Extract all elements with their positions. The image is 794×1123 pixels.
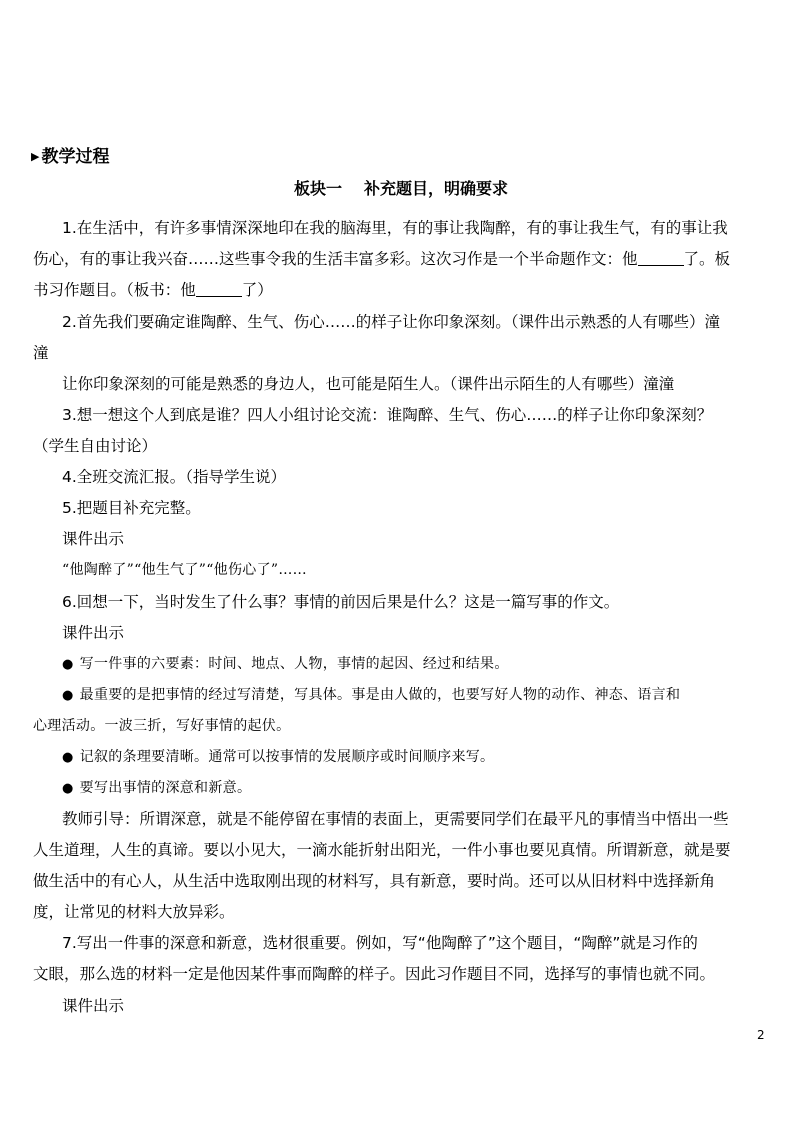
paragraph-line: 做生活中的有心人，从生活中选取刚出现的材料写，具有新意，要时尚。还可以从旧材料中选择新角 — [33, 872, 716, 890]
paragraph-line: 6.回想一下，当时发生了什么事？事情的前因后果是什么？这是一篇写事的作文。 — [62, 593, 620, 611]
fill-blank — [196, 282, 242, 297]
bullet-icon: ● — [62, 657, 74, 672]
courseware-label: 课件出示 — [62, 997, 125, 1015]
paragraph-line: 7.写出一件事的深意和新意，选材很重要。例如，写“他陶醉了”这个题目，“陶醉”就是习作的 — [62, 934, 698, 952]
paragraph-line: 教师引导：所谓深意，就是不能停留在事情的表面上，更需要同学们在最平凡的事情当中悟出一些 — [62, 810, 729, 828]
paragraph-line: 度，让常见的材料大放异彩。 — [33, 903, 235, 921]
block-title-number: 板块一 — [294, 179, 343, 198]
block-title — [294, 178, 508, 200]
paragraph-line: 4.全班交流汇报。（指导学生说） — [62, 468, 287, 486]
courseware-label: 课件出示 — [62, 624, 125, 642]
bullet-icon: ● — [62, 781, 74, 796]
bullet-item: ● 记叙的条理要清晰。通常可以按事情的发展顺序或时间顺序来写。 — [62, 749, 495, 765]
bullet-icon: ● — [62, 750, 74, 765]
bullet-item-continued: 心理活动。一波三折，写好事情的起伏。 — [33, 718, 291, 734]
section-heading — [31, 146, 109, 168]
courseware-label: 课件出示 — [62, 530, 125, 548]
paragraph-line: 5.把题目补充完整。 — [62, 499, 201, 517]
bullet-item: ● 最重要的是把事情的经过写清楚，写具体。事是由人做的，也要写好人物的动作、神态、语言和 — [62, 687, 681, 703]
paragraph-line: 书习作题目。（板书：他 了） — [33, 281, 273, 299]
paragraph-line: 文眼，那么选的材料一定是他因某件事而陶醉的样子。因此习作题目不同，选择写的事情也就不同。 — [33, 965, 716, 983]
bullet-item: ● 要写出事情的深意和新意。 — [62, 780, 252, 796]
paragraph-line: 让你印象深刻的可能是熟悉的身边人，也可能是陌生人。（课件出示陌生的人有哪些）潼潼 — [62, 375, 675, 393]
bullet-icon: ● — [62, 688, 74, 703]
triangle-right-icon: ▶ — [31, 150, 40, 163]
paragraph-line: 潼 — [33, 344, 49, 362]
paragraph-line: 人生道理，人生的真谛。要以小见大，一滴水能折射出阳光，一件小事也要见真情。所谓新意，就是要 — [33, 841, 731, 859]
example-titles: “他陶醉了”“他生气了”“他伤心了”…… — [62, 562, 307, 578]
page-number: 2 — [757, 1028, 765, 1042]
paragraph-line: 伤心，有的事让我兴奋……这些事令我的生活丰富多彩。这次习作是一个半命题作文：他 了。板 — [33, 250, 731, 268]
paragraph-line: 1.在生活中，有许多事情深深地印在我的脑海里，有的事让我陶醉，有的事让我生气，有的事让我 — [62, 219, 728, 237]
block-title-text: 补充题目，明确要求 — [364, 179, 509, 198]
section-heading-text: 教学过程 — [41, 147, 110, 167]
paragraph-line: 2.首先我们要确定谁陶醉、生气、伤心……的样子让你印象深刻。（课件出示熟悉的人有哪些）潼 — [62, 313, 721, 331]
fill-blank — [638, 251, 684, 266]
paragraph-line: （学生自由讨论） — [33, 437, 158, 455]
paragraph-line: 3.想一想这个人到底是谁？四人小组讨论交流：谁陶醉、生气、伤心……的样子让你印象深刻？ — [62, 406, 713, 424]
bullet-item: ● 写一件事的六要素：时间、地点、人物，事情的起因、经过和结果。 — [62, 656, 509, 672]
